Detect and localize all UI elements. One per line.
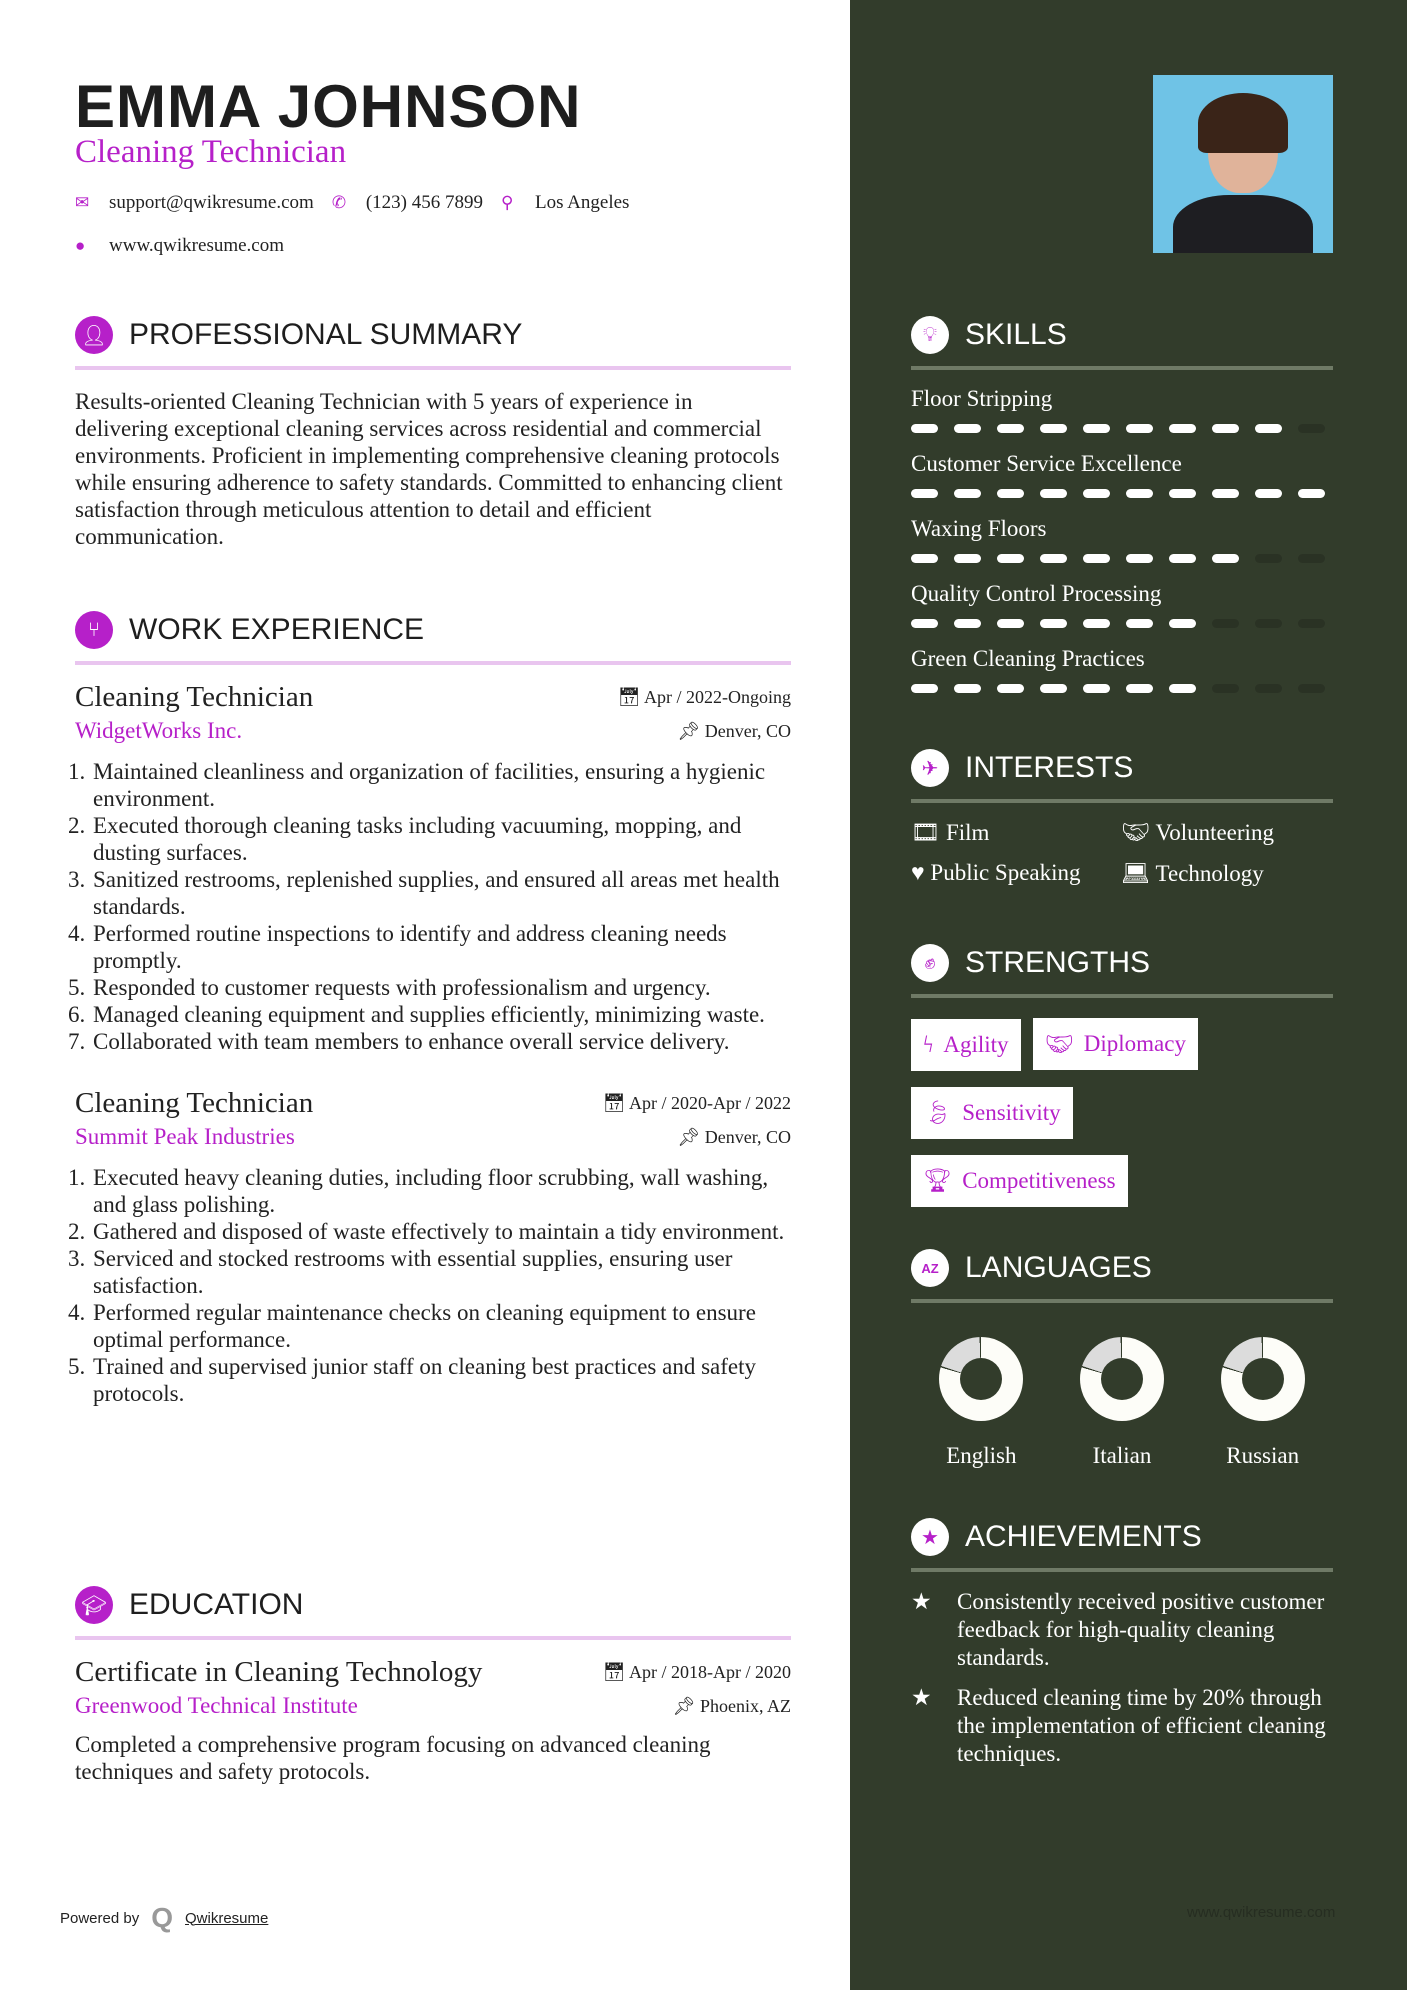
interest-label: Volunteering: [1155, 820, 1274, 845]
language-donut: [939, 1337, 1023, 1421]
school-name: Greenwood Technical Institute: [75, 1693, 358, 1718]
list-item: 1. Maintained cleanliness and organization of facilities, ensuring a hygienic environment.: [91, 758, 791, 812]
skill-bar-segment: [1298, 684, 1325, 693]
skill-item: [911, 581, 1333, 628]
skill-label: Waxing Floors: [911, 516, 1047, 541]
job-title: Cleaning Technician: [75, 1087, 314, 1119]
skill-label: Quality Control Processing: [911, 581, 1162, 606]
skill-item: [911, 516, 1333, 563]
summary-section: [75, 316, 791, 550]
fist-icon: ✊︎: [911, 944, 949, 982]
skill-bar-segment: [1040, 489, 1067, 498]
footer-site: www.qwikresume.com: [1187, 1904, 1336, 1921]
film-icon: 🎞︎: [911, 820, 946, 845]
skill-label: Green Cleaning Practices: [911, 646, 1145, 671]
divider: [911, 1568, 1333, 1572]
skill-bar-segment: [1169, 554, 1196, 563]
education-text: Completed a comprehensive program focusing on advanced cleaning techniques and safety protocols.: [75, 1732, 711, 1784]
list-item: 6. Managed cleaning equipment and supplies efficiently, minimizing waste.: [91, 1001, 791, 1028]
language-donut: [1221, 1337, 1305, 1421]
skill-bar-segment: [1040, 619, 1067, 628]
interest-technology: [1121, 860, 1333, 887]
language-donut: [1080, 1337, 1164, 1421]
section-title: INTERESTS: [965, 751, 1134, 784]
skill-bar-segment: [1126, 619, 1153, 628]
profile-photo: [1153, 75, 1333, 253]
divider: [911, 366, 1333, 370]
job-entry: [75, 681, 791, 1055]
section-title: PROFESSIONAL SUMMARY: [129, 318, 523, 351]
skill-bar-segment: [954, 424, 981, 433]
pin-icon: 📌︎: [672, 1695, 700, 1716]
skill-label: Customer Service Excellence: [911, 451, 1182, 476]
skill-bar-segment: [1040, 554, 1067, 563]
strength-tag: [911, 1019, 1021, 1071]
section-title: ACHIEVEMENTS: [965, 1520, 1202, 1553]
achievements-section: [911, 1518, 1333, 1780]
chair-icon: ⑂: [75, 611, 113, 649]
skill-bar-segment: [1083, 424, 1110, 433]
calendar-icon: 📅︎: [602, 1093, 630, 1113]
section-title: LANGUAGES: [965, 1251, 1152, 1284]
interest-public-speaking: [911, 860, 1121, 887]
interest-volunteering: [1121, 819, 1333, 846]
skills-section: [911, 316, 1333, 711]
trophy-icon: 🏆︎: [923, 1168, 953, 1193]
globe-icon: ●: [75, 236, 86, 255]
company-name: Summit Peak Industries: [75, 1124, 295, 1149]
skill-bar-segment: [1255, 554, 1282, 563]
language-label: Russian: [1226, 1443, 1300, 1468]
achievement-item: [911, 1684, 1333, 1768]
strength-label: Agility: [943, 1031, 1009, 1057]
divider: [75, 1636, 791, 1640]
date-text: Apr / 2018-Apr / 2020: [629, 1662, 791, 1682]
skill-bar-segment: [954, 489, 981, 498]
shooting-star-icon: ★: [911, 1685, 932, 1710]
skill-bar-segment: [1255, 684, 1282, 693]
section-title: EDUCATION: [129, 1588, 304, 1621]
location-text: Denver, CO: [704, 720, 791, 741]
experience-section: [75, 611, 791, 1407]
list-item: 3. Sanitized restrooms, replenished supplies, and ensured all areas met health standards.: [91, 866, 791, 920]
skill-bar-segment: [997, 489, 1024, 498]
heartbeat-icon: ♥: [911, 860, 931, 885]
skill-bar-segment: [911, 619, 938, 628]
skill-bar-segment: [1255, 489, 1282, 498]
skill-level-bar: [911, 489, 1333, 498]
list-item: 5. Trained and supervised junior staff on cleaning best practices and safety protocols.: [91, 1353, 791, 1407]
strength-tag: [1033, 1018, 1198, 1070]
location-text: Phoenix, AZ: [699, 1695, 791, 1716]
calendar-icon: 📅︎: [602, 1662, 630, 1682]
list-item: 3. Serviced and stocked restrooms with essential supplies, ensuring user satisfaction.: [91, 1245, 791, 1299]
handshake-icon: 🤝︎: [1044, 1031, 1074, 1057]
education-section: [75, 1586, 791, 1785]
star-icon: ★: [911, 1518, 949, 1556]
footer-powered: [60, 1902, 268, 1934]
divider: [911, 1299, 1333, 1303]
languages-section: [911, 1249, 1333, 1469]
sidebar: [850, 0, 1407, 1990]
skill-bar-segment: [911, 684, 938, 693]
job-title: Cleaning Technician: [75, 681, 314, 713]
divider: [75, 661, 791, 665]
website-link[interactable]: www.qwikresume.com: [109, 235, 285, 256]
language-item: [911, 1337, 1052, 1469]
language-item: [1052, 1337, 1193, 1469]
location: [677, 721, 791, 742]
pin-icon: 📌︎: [677, 1126, 705, 1147]
interest-label: Technology: [1155, 861, 1264, 886]
company-name: WidgetWorks Inc.: [75, 718, 243, 743]
phone-icon: ✆: [331, 193, 347, 212]
skill-bar-segment: [997, 554, 1024, 563]
skill-bar-segment: [1212, 619, 1239, 628]
skill-item: [911, 386, 1333, 433]
degree-title: Certificate in Cleaning Technology: [75, 1656, 483, 1688]
skill-bar-segment: [1083, 619, 1110, 628]
handshake-icon: 🤝︎: [1121, 820, 1156, 845]
location: [677, 1127, 791, 1148]
divider: [75, 366, 791, 370]
skill-bar-segment: [1212, 554, 1239, 563]
date-text: Apr / 2020-Apr / 2022: [629, 1093, 791, 1113]
skill-bar-segment: [1169, 424, 1196, 433]
interest-film: [911, 819, 1121, 846]
skill-bar-segment: [1040, 424, 1067, 433]
lightning-icon: ϟ: [923, 1031, 934, 1057]
skill-bar-segment: [1212, 424, 1239, 433]
skill-bar-segment: [954, 619, 981, 628]
list-item: 2. Executed thorough cleaning tasks including vacuuming, mopping, and dusting surfaces.: [91, 812, 791, 866]
date-range: [618, 687, 791, 708]
contact-row: [75, 192, 629, 214]
skill-bar-segment: [1040, 684, 1067, 693]
date-range: [603, 1093, 791, 1114]
skill-bar-segment: [1083, 554, 1110, 563]
strengths-section: [911, 944, 1333, 1223]
skill-bar-segment: [1255, 424, 1282, 433]
date-range: [603, 1662, 791, 1683]
job-entry: [75, 1087, 791, 1407]
skill-bar-segment: [1298, 619, 1325, 628]
strength-tag: [911, 1155, 1128, 1207]
phone-text: (123) 456 7899: [365, 192, 483, 213]
skill-level-bar: [911, 619, 1333, 628]
skill-bar-segment: [997, 424, 1024, 433]
achievement-item: [911, 1588, 1333, 1672]
envelope-icon: ✉: [75, 193, 90, 212]
candidate-name: EMMA JOHNSON: [75, 73, 582, 140]
section-title: STRENGTHS: [965, 946, 1151, 979]
list-item: 5. Responded to customer requests with professionalism and urgency.: [91, 974, 791, 1001]
language-item: [1192, 1337, 1333, 1469]
skill-bar-segment: [1126, 554, 1153, 563]
skill-bar-segment: [1212, 489, 1239, 498]
skill-bar-segment: [954, 554, 981, 563]
strength-label: Competitiveness: [962, 1167, 1116, 1193]
skill-bar-segment: [1169, 684, 1196, 693]
divider: [911, 994, 1333, 998]
skill-bar-segment: [1298, 554, 1325, 563]
list-item: 2. Gathered and disposed of waste effectively to maintain a tidy environment.: [91, 1218, 791, 1245]
skill-bar-segment: [1083, 489, 1110, 498]
candidate-role: Cleaning Technician: [75, 134, 347, 170]
language-label: English: [946, 1443, 1017, 1468]
skill-bar-segment: [997, 684, 1024, 693]
skill-item: [911, 646, 1333, 693]
skill-bar-segment: [911, 489, 938, 498]
skill-level-bar: [911, 684, 1333, 693]
map-pin-icon: ⚲: [500, 193, 514, 212]
website-row: [75, 235, 284, 257]
strength-tag: [911, 1087, 1073, 1139]
skill-bar-segment: [911, 424, 938, 433]
skill-item: [911, 451, 1333, 498]
skill-bar-segment: [1126, 684, 1153, 693]
list-item: 7. Collaborated with team members to enhance overall service delivery.: [91, 1028, 791, 1055]
brand-link[interactable]: Qwikresume: [185, 1909, 269, 1927]
strength-label: Diplomacy: [1083, 1031, 1186, 1056]
skill-level-bar: [911, 554, 1333, 563]
location: [673, 1696, 791, 1717]
list-item: 4. Performed regular maintenance checks on cleaning equipment to ensure optimal performance.: [91, 1299, 791, 1353]
skill-bar-segment: [1126, 424, 1153, 433]
skill-bar-segment: [1169, 489, 1196, 498]
skill-bar-segment: [1298, 424, 1325, 433]
email-link[interactable]: support@qwikresume.com: [109, 192, 314, 213]
location-text: Los Angeles: [534, 192, 630, 213]
skill-bar-segment: [1169, 619, 1196, 628]
skill-bar-segment: [1126, 489, 1153, 498]
pin-icon: 📌︎: [677, 720, 705, 741]
skill-bar-segment: [911, 554, 938, 563]
achievement-text: Reduced cleaning time by 20% through the implementation of efficient cleaning techniques.: [957, 1685, 1326, 1766]
skill-bar-segment: [1083, 684, 1110, 693]
interest-label: Public Speaking: [930, 860, 1081, 885]
leaf-icon: 🍃︎: [923, 1100, 953, 1125]
strength-label: Sensitivity: [962, 1099, 1061, 1125]
shooting-star-icon: ★: [911, 1589, 932, 1614]
summary-text: Results-oriented Cleaning Technician with 5 years of experience in delivering exceptional cleaning services across residential and commercial environments. Proficient in implementing comprehensive cleaning protocols while ensuring adherence to safety standards. Committed to enhancing client satisfaction through meticulous attention to detail and efficient communication.: [75, 389, 783, 549]
skill-bar-segment: [1255, 619, 1282, 628]
interest-label: Film: [945, 820, 990, 845]
skill-label: Floor Stripping: [911, 386, 1053, 411]
laptop-icon: 💻︎: [1121, 861, 1156, 886]
location-text: Denver, CO: [704, 1126, 791, 1147]
skill-bar-segment: [1212, 684, 1239, 693]
graduation-icon: 🎓︎: [75, 1586, 113, 1624]
language-icon: AZ: [911, 1249, 949, 1287]
skill-bar-segment: [1298, 489, 1325, 498]
section-title: SKILLS: [965, 318, 1067, 351]
qwikresume-logo-icon: Q: [151, 1902, 173, 1933]
powered-by-text: Powered by: [60, 1909, 140, 1927]
interests-section: [911, 749, 1333, 887]
achievement-text: Consistently received positive customer feedback for high-quality cleaning standards.: [957, 1589, 1325, 1670]
calendar-icon: 📅︎: [617, 687, 644, 707]
language-label: Italian: [1092, 1443, 1152, 1468]
section-title: WORK EXPERIENCE: [129, 613, 425, 646]
divider: [911, 799, 1333, 803]
skill-level-bar: [911, 424, 1333, 433]
skill-bar-segment: [954, 684, 981, 693]
paper-plane-icon: ✈: [911, 749, 949, 787]
skill-bar-segment: [997, 619, 1024, 628]
user-icon: 👤︎: [75, 316, 113, 354]
lightbulb-icon: 💡︎: [911, 316, 949, 354]
list-item: 1. Executed heavy cleaning duties, including floor scrubbing, wall washing, and glass polishing.: [91, 1164, 791, 1218]
list-item: 4. Performed routine inspections to identify and address cleaning needs promptly.: [91, 920, 791, 974]
date-text: Apr / 2022-Ongoing: [644, 687, 791, 707]
